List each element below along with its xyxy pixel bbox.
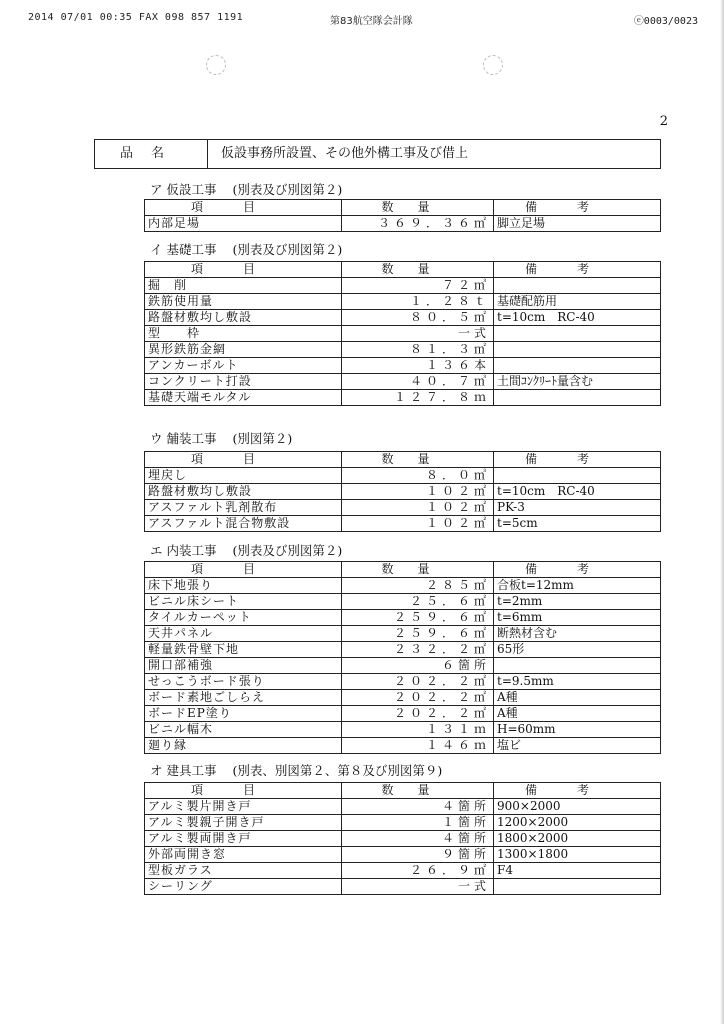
table-row	[145, 594, 661, 610]
cell-item: コンクリート打設	[145, 374, 342, 390]
cell-quantity: ４箇所	[342, 831, 494, 847]
cell-remarks: t=5cm	[494, 516, 661, 532]
cell-item: 廻り縁	[145, 738, 342, 754]
table-row	[145, 610, 661, 626]
cell-quantity: ２０２．２㎡	[342, 706, 494, 722]
cell-quantity: １４６ｍ	[342, 738, 494, 754]
table-row	[145, 674, 661, 690]
work-table	[144, 451, 661, 532]
table-row	[145, 626, 661, 642]
cell-item: タイルカーペット	[145, 610, 342, 626]
header-remarks: 備考	[494, 562, 661, 578]
cell-item: シーリング	[145, 879, 342, 895]
item-name-label: 品名	[95, 140, 208, 168]
cell-remarks	[494, 390, 661, 406]
cell-item: 開口部補強	[145, 658, 342, 674]
cell-quantity: １０２㎡	[342, 484, 494, 500]
cell-item: 掘 削	[145, 278, 342, 294]
cell-item: 外部両開き窓	[145, 847, 342, 863]
cell-item: 埋戻し	[145, 468, 342, 484]
header-remarks: 備考	[494, 262, 661, 278]
section-subtitle: (別表及び別図第２)	[232, 543, 343, 558]
cell-item: 型 枠	[145, 326, 342, 342]
cell-remarks: A種	[494, 706, 661, 722]
cell-item: 基礎天端モルタル	[145, 390, 342, 406]
punch-hole-mark	[483, 55, 503, 75]
cell-quantity: １３６本	[342, 358, 494, 374]
cell-quantity: １箇所	[342, 815, 494, 831]
header-remarks: 備考	[494, 452, 661, 468]
cell-quantity: ２０２．２㎡	[342, 690, 494, 706]
cell-remarks: A種	[494, 690, 661, 706]
header-item: 項目	[145, 452, 342, 468]
cell-remarks	[494, 342, 661, 358]
header-remarks: 備考	[494, 783, 661, 799]
table-row	[145, 658, 661, 674]
table-header-row	[145, 200, 661, 216]
cell-item: 異形鉄筋金網	[145, 342, 342, 358]
header-remarks: 備考	[494, 200, 661, 216]
table-row	[145, 690, 661, 706]
cell-quantity: ４箇所	[342, 799, 494, 815]
cell-quantity: 一式	[342, 879, 494, 895]
cell-item: ビニル床シート	[145, 594, 342, 610]
work-table	[144, 561, 661, 754]
section-subtitle: (別図第２)	[232, 431, 293, 446]
cell-quantity: ２５９．６㎡	[342, 610, 494, 626]
section-heading: ア 仮設工事	[150, 182, 217, 197]
table-row	[145, 310, 661, 326]
header-quantity: 数量	[342, 262, 494, 278]
header-quantity: 数量	[342, 562, 494, 578]
table-row	[145, 374, 661, 390]
cell-item: アスファルト混合物敷設	[145, 516, 342, 532]
cell-quantity: 一式	[342, 326, 494, 342]
punch-hole-mark	[206, 55, 226, 75]
cell-quantity: １３１ｍ	[342, 722, 494, 738]
cell-quantity: １．２８ｔ	[342, 294, 494, 310]
cell-quantity: ２６．９㎡	[342, 863, 494, 879]
table-row	[145, 831, 661, 847]
section-title	[150, 180, 342, 198]
table-row	[145, 799, 661, 815]
table-row	[145, 326, 661, 342]
cell-quantity: ９箇所	[342, 847, 494, 863]
cell-remarks: t=2mm	[494, 594, 661, 610]
cell-quantity: ２３２．２㎡	[342, 642, 494, 658]
table-row	[145, 278, 661, 294]
table-row	[145, 863, 661, 879]
cell-remarks	[494, 658, 661, 674]
cell-item: 路盤材敷均し敷設	[145, 310, 342, 326]
cell-remarks	[494, 358, 661, 374]
cell-item: 軽量鉄骨壁下地	[145, 642, 342, 658]
cell-remarks: t=10cm RC-40	[494, 484, 661, 500]
page-number: 2	[659, 114, 668, 129]
cell-item: アスファルト乳剤散布	[145, 500, 342, 516]
table-header-row	[145, 262, 661, 278]
table-header-row	[145, 452, 661, 468]
cell-item: アルミ製親子開き戸	[145, 815, 342, 831]
header-item: 項目	[145, 262, 342, 278]
cell-item: 床下地張り	[145, 578, 342, 594]
cell-quantity: ７２㎥	[342, 278, 494, 294]
table-row	[145, 722, 661, 738]
cell-remarks: 脚立足場	[494, 216, 661, 232]
cell-remarks: 塩ビ	[494, 738, 661, 754]
item-name-box	[94, 139, 661, 169]
cell-item: アルミ製片開き戸	[145, 799, 342, 815]
cell-remarks: PK-3	[494, 500, 661, 516]
cell-remarks: 土間ｺﾝｸﾘｰﾄ量含む	[494, 374, 661, 390]
cell-quantity: １０２㎡	[342, 516, 494, 532]
section-subtitle: (別表及び別図第２)	[232, 182, 343, 197]
cell-remarks	[494, 278, 661, 294]
fax-sender: 第83航空隊会計隊	[330, 16, 413, 27]
table-row	[145, 342, 661, 358]
cell-item: 内部足場	[145, 216, 342, 232]
cell-quantity: ２５９．６㎡	[342, 626, 494, 642]
fax-header	[0, 12, 724, 28]
table-row	[145, 390, 661, 406]
cell-remarks: t=9.5mm	[494, 674, 661, 690]
cell-remarks: 900×2000	[494, 799, 661, 815]
header-item: 項目	[145, 562, 342, 578]
cell-item: アルミ製両開き戸	[145, 831, 342, 847]
cell-item: 天井パネル	[145, 626, 342, 642]
cell-quantity: ８．０㎥	[342, 468, 494, 484]
section-subtitle: (別表及び別図第２)	[232, 242, 343, 257]
section-heading: エ 内装工事	[150, 543, 217, 558]
section-title	[150, 429, 292, 447]
fax-page-counter: ⓔ0003/0023	[633, 16, 698, 27]
fax-datetime: 2014 07/01 00:35 FAX 098 857 1191	[28, 12, 244, 23]
table-header-row	[145, 562, 661, 578]
table-header-row	[145, 783, 661, 799]
header-quantity: 数量	[342, 783, 494, 799]
table-row	[145, 738, 661, 754]
cell-quantity: ８０．５㎡	[342, 310, 494, 326]
cell-remarks: 基礎配筋用	[494, 294, 661, 310]
item-name-value: 仮設事務所設置、その他外構工事及び借上	[221, 146, 469, 161]
cell-item: 路盤材敷均し敷設	[145, 484, 342, 500]
cell-item: アンカーボルト	[145, 358, 342, 374]
table-row	[145, 815, 661, 831]
table-row	[145, 500, 661, 516]
header-quantity: 数量	[342, 452, 494, 468]
cell-remarks: 65形	[494, 642, 661, 658]
cell-remarks	[494, 468, 661, 484]
cell-remarks: t=10cm RC-40	[494, 310, 661, 326]
table-row	[145, 358, 661, 374]
cell-remarks: t=6mm	[494, 610, 661, 626]
table-row	[145, 706, 661, 722]
scan-edge	[720, 0, 724, 1024]
cell-item: ビニル幅木	[145, 722, 342, 738]
section-title	[150, 240, 342, 258]
work-table	[144, 261, 661, 406]
work-table	[144, 782, 661, 895]
table-row	[145, 578, 661, 594]
cell-quantity: １２７．８ｍ	[342, 390, 494, 406]
table-row	[145, 484, 661, 500]
table-row	[145, 516, 661, 532]
cell-item: せっこうボード張り	[145, 674, 342, 690]
cell-remarks: H=60mm	[494, 722, 661, 738]
header-quantity: 数量	[342, 200, 494, 216]
section-heading: イ 基礎工事	[150, 242, 217, 257]
table-row	[145, 879, 661, 895]
header-item: 項目	[145, 200, 342, 216]
cell-remarks: 1200×2000	[494, 815, 661, 831]
cell-remarks: 合板t=12mm	[494, 578, 661, 594]
section-heading: ウ 舗装工事	[150, 431, 217, 446]
cell-remarks: 1300×1800	[494, 847, 661, 863]
cell-item: 型板ガラス	[145, 863, 342, 879]
cell-quantity: ６箇所	[342, 658, 494, 674]
cell-quantity: ２０２．２㎡	[342, 674, 494, 690]
header-item: 項目	[145, 783, 342, 799]
section-subtitle: (別表、別図第２、第８及び別図第９)	[232, 763, 443, 778]
cell-remarks: 断熱材含む	[494, 626, 661, 642]
cell-item: 鉄筋使用量	[145, 294, 342, 310]
cell-quantity: ２５．６㎡	[342, 594, 494, 610]
cell-item: ボード素地ごしらえ	[145, 690, 342, 706]
table-row	[145, 216, 661, 232]
cell-remarks	[494, 879, 661, 895]
cell-item: ボードEP塗り	[145, 706, 342, 722]
table-row	[145, 468, 661, 484]
cell-quantity: ８１．３㎡	[342, 342, 494, 358]
cell-remarks	[494, 326, 661, 342]
table-row	[145, 847, 661, 863]
cell-quantity: ３６９．３６㎡	[342, 216, 494, 232]
section-heading: オ 建具工事	[150, 763, 217, 778]
table-row	[145, 294, 661, 310]
section-title	[150, 541, 342, 559]
table-row	[145, 642, 661, 658]
cell-quantity: ２８５㎡	[342, 578, 494, 594]
cell-remarks: 1800×2000	[494, 831, 661, 847]
work-table	[144, 199, 661, 232]
section-title	[150, 761, 442, 779]
cell-quantity: １０２㎡	[342, 500, 494, 516]
cell-quantity: ４０．７㎥	[342, 374, 494, 390]
cell-remarks: F4	[494, 863, 661, 879]
